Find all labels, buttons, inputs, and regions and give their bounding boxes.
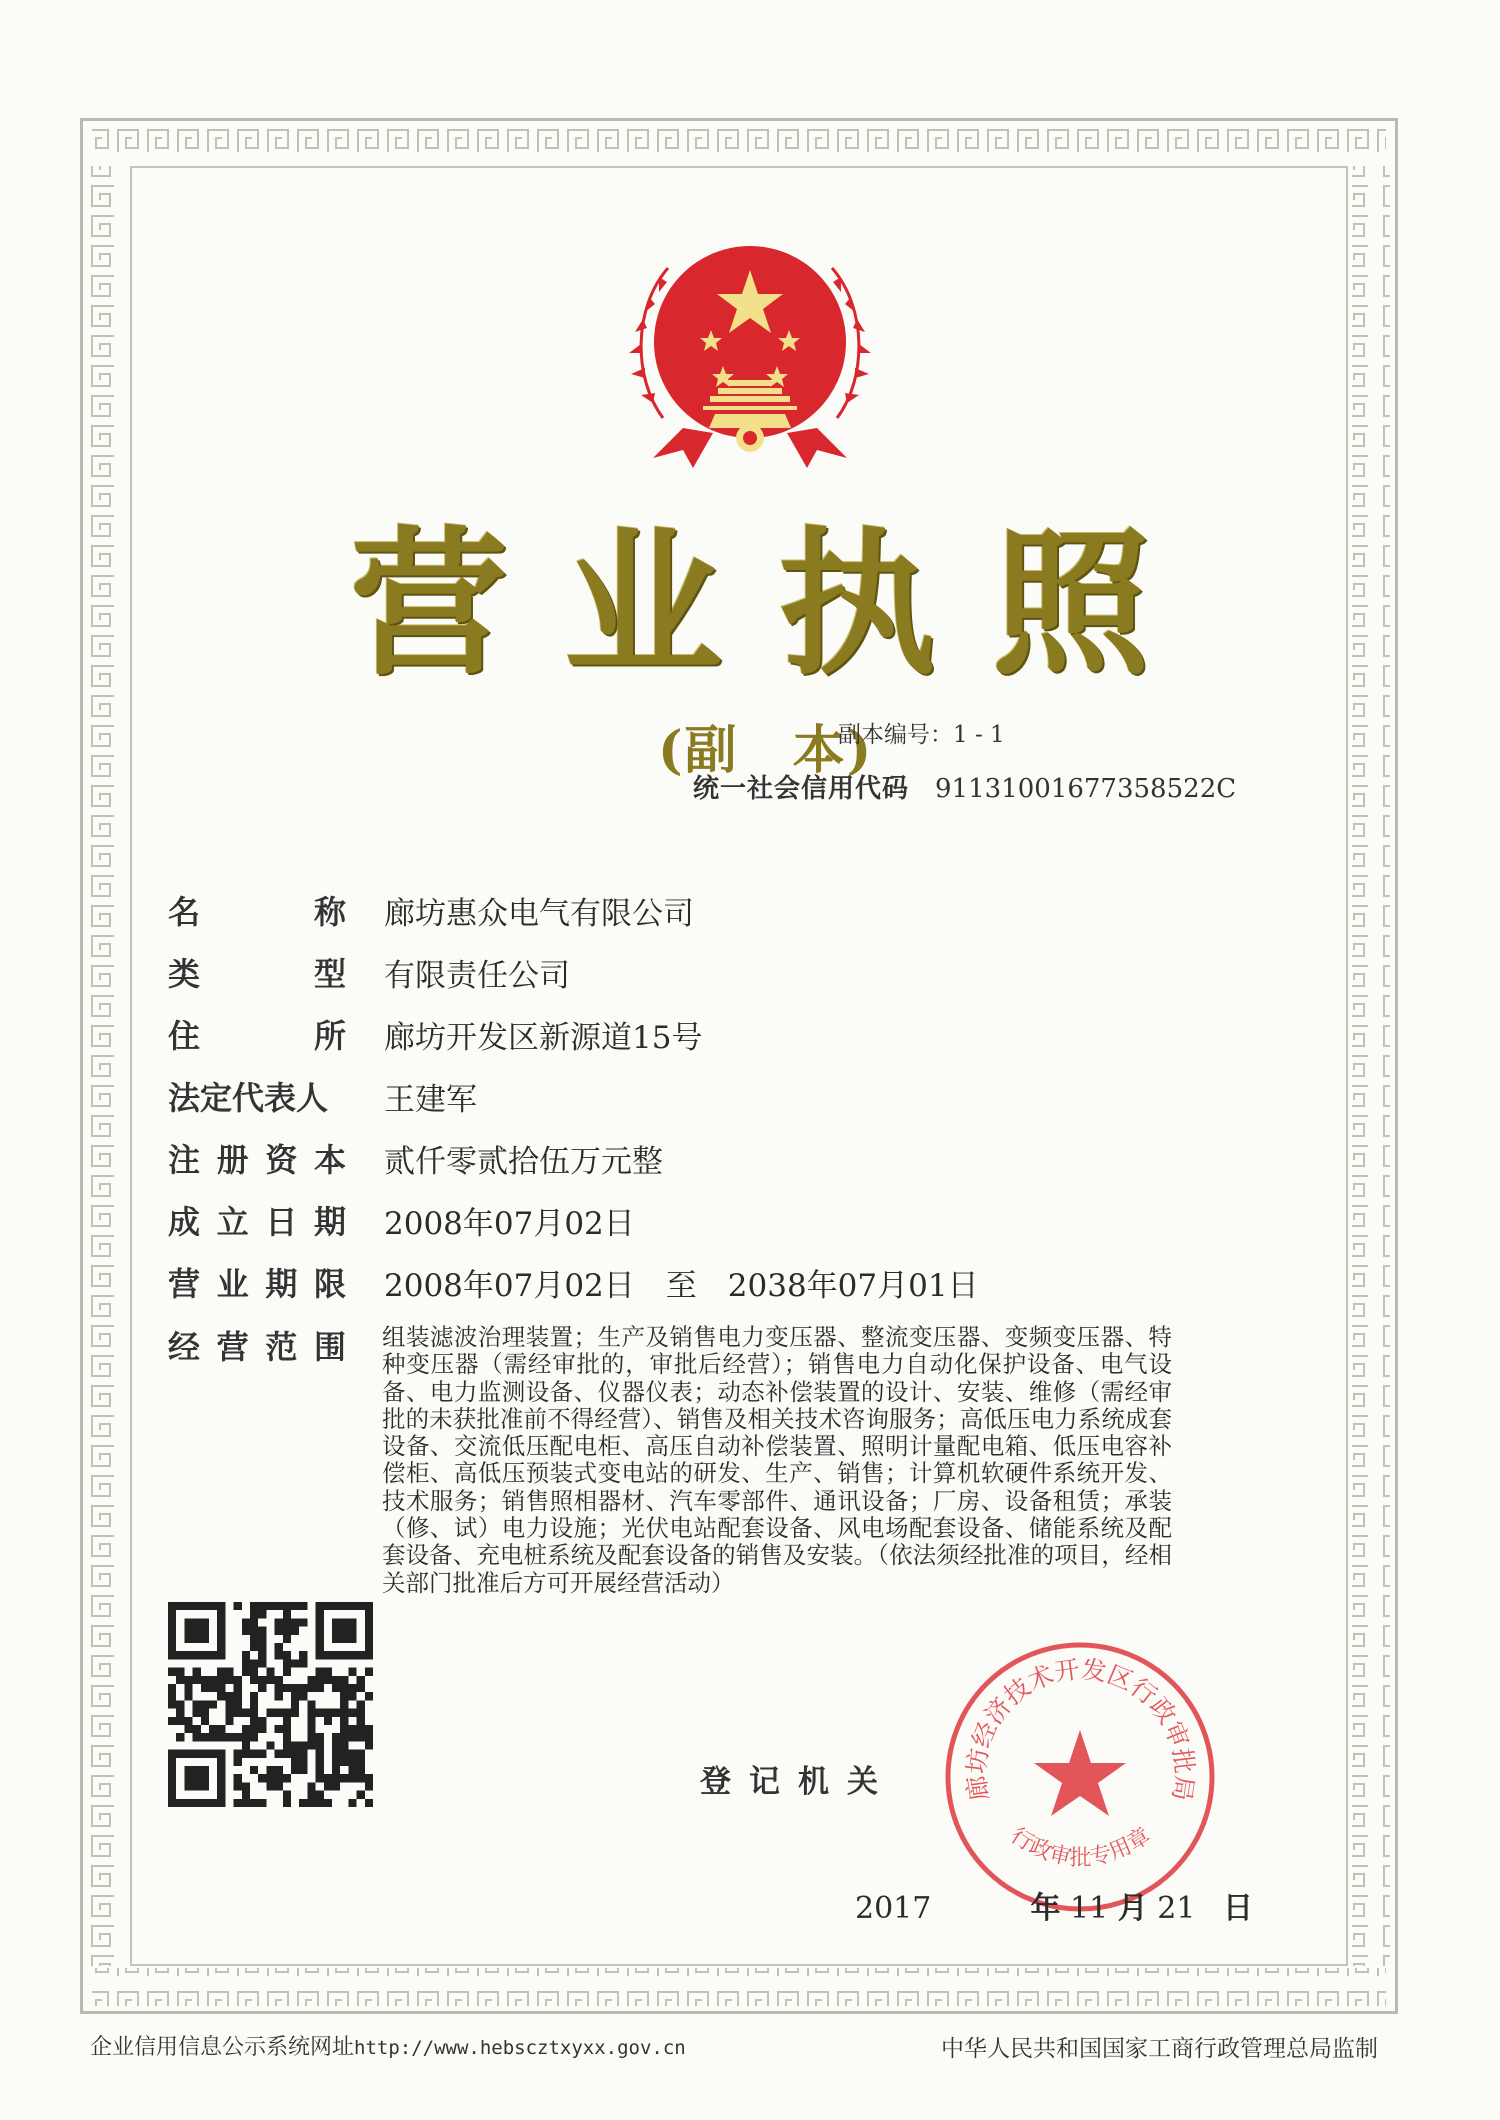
seal-top-text: 廊坊经济技术开发区行政审批局 [961,1654,1200,1803]
official-seal-icon [938,1635,1223,1920]
company-address: 廊坊开发区新源道15号 [384,1019,703,1056]
legal-rep-label: 法定代表人 [168,1079,329,1117]
title-char: 营 [350,512,508,697]
label-char: 名 [168,893,201,931]
label-char: 类 [168,955,201,993]
label-char: 立 [216,1203,249,1241]
footer-website-label: 企业信用信息公示系统网址 [90,2035,355,2060]
label-char: 期 [265,1265,298,1303]
label-char: 营 [216,1328,249,1366]
field-address [168,1006,1198,1062]
field-capital [168,1130,1198,1186]
title-char: 执 [778,512,936,697]
scope-label [168,1322,346,1368]
label-char: 营 [168,1265,201,1303]
seal-bottom-text: 行政审批专用章 [1005,1823,1156,1872]
title-char: 照 [992,512,1150,697]
field-term [168,1254,1198,1310]
credit-code [693,768,1236,805]
label-char: 围 [313,1328,346,1366]
field-name [168,882,1198,938]
legal-representative: 王建军 [384,1081,477,1118]
label-char: 期 [313,1203,346,1241]
title-char: 业 [564,512,722,697]
label-char: 册 [216,1141,249,1179]
label-char: 住 [168,1017,201,1055]
label-char: 成 [168,1203,201,1241]
established-date: 2008年07月02日 [384,1205,635,1242]
label-char: 所 [313,1017,346,1055]
company-type: 有限责任公司 [384,957,570,994]
registered-capital: 贰仟零贰拾伍万元整 [384,1143,663,1180]
label-char: 本 [313,1141,346,1179]
label-char: 经 [168,1328,201,1366]
qr-code-icon [168,1602,373,1807]
copy-number: 副本编号：1 - 1 [838,722,1005,748]
field-legal-rep [168,1068,1198,1124]
field-established [168,1192,1198,1248]
date-day-unit: 日 [1223,1891,1254,1926]
date-month: 11 [1070,1891,1109,1926]
credit-code-label: 统一社会信用代码 [693,774,910,804]
company-name: 廊坊惠众电气有限公司 [384,895,694,932]
svg-text:行政审批专用章 [1006,1823,1155,1871]
business-scope: 组装滤波治理装置；生产及销售电力变压器、整流变压器、变频变压器、特种变压器（需经审批的，审批后经营）；销售电力自动化保护设备、电气设备、电力监测设备、仪器仪表；动态补偿装置的设计、安装、维修（需经审批的未获批准前不得经营）、销售及相关技术咨询服务；高低压电力系统成套设备、交流低压配电柜、高压自动补偿装置、照明计量配电箱、低压电容补偿柜、高低压预装式变电站的研发、生产、销售；计算机软硬件系统开发、技术服务；销售照相器材、汽车零部件、通讯设备；厂房、设备租赁；承装（修、试）电力设施；光伏电站配套设备、风电场配套设备、储能系统及配套设备、充电桩系统及配套设备的销售及安装。（依法须经批准的项目，经相关部门批准后方可开展经营活动） [382,1323,1172,1597]
copy-subtitle: (副 本) [658,720,874,781]
label-char: 型 [313,955,346,993]
footer-supervisor: 中华人民共和国国家工商行政管理总局监制 [941,2036,1378,2062]
label-char: 注 [168,1141,201,1179]
label-char: 资 [265,1141,298,1179]
date-day: 21 [1157,1891,1196,1926]
field-type [168,944,1198,1000]
footer-website [90,2030,686,2061]
credit-code-value: 91131001677358522C [935,774,1237,804]
footer-url[interactable]: http://www.hebscztxyxx.gov.cn [354,2037,686,2059]
label-char: 范 [265,1328,298,1366]
document-title [350,512,1150,697]
business-term: 2008年07月02日 至 2038年07月01日 [384,1267,979,1304]
label-char: 日 [265,1203,298,1241]
date-month-unit: 月 [1117,1891,1148,1926]
label-char: 限 [313,1265,346,1303]
date-year-unit: 年 [1030,1891,1061,1926]
issue-date [855,1883,1253,1927]
date-year: 2017 [855,1891,932,1926]
registration-authority: 登记机关 [700,1764,896,1800]
label-char: 称 [313,893,346,931]
national-emblem-icon [623,218,877,480]
label-char: 业 [216,1265,249,1303]
